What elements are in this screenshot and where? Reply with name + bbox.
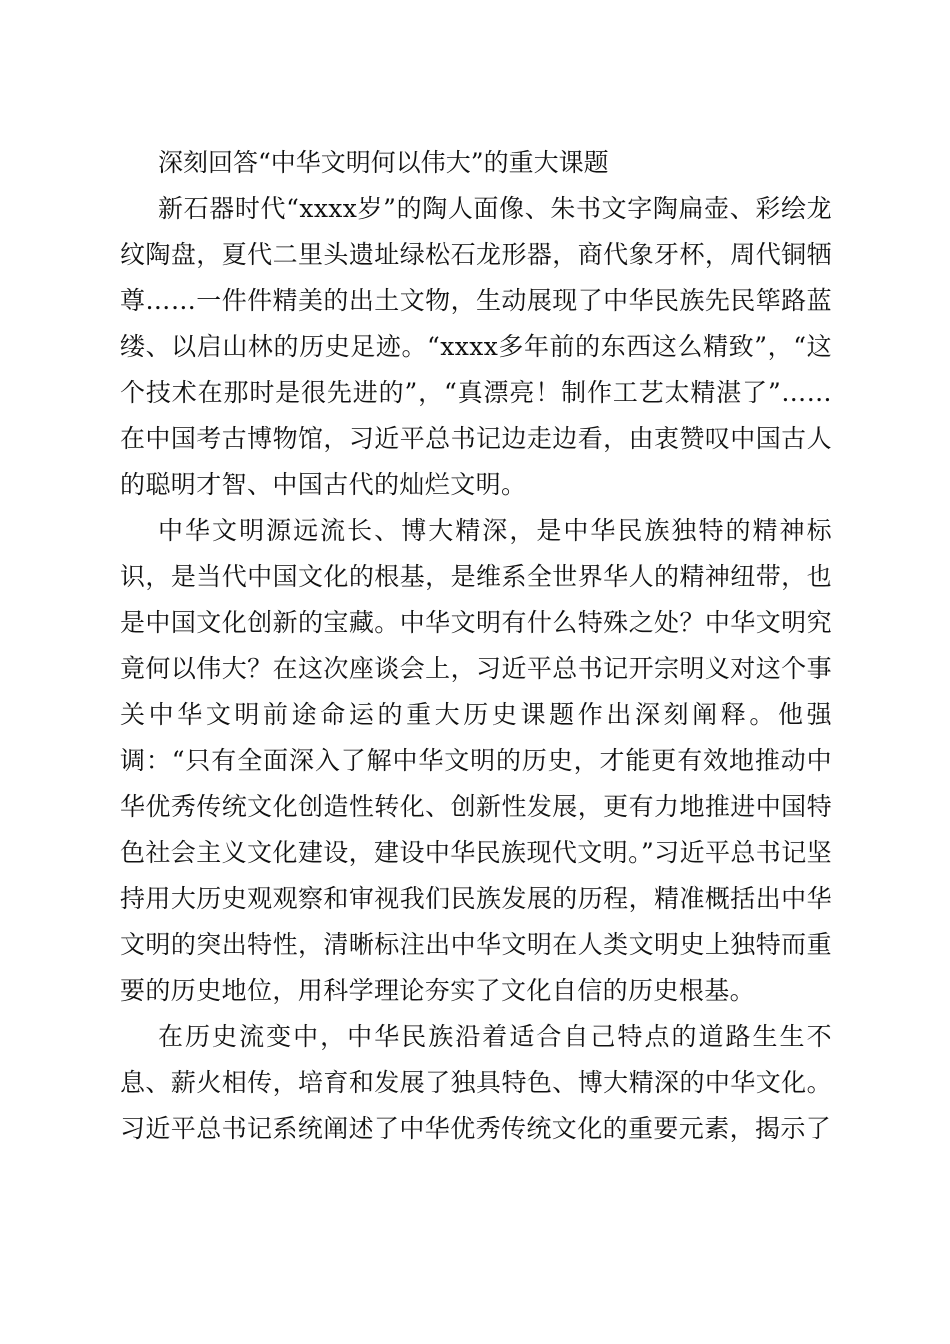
paragraph-civilization: 中华文明源远流长、博大精深，是中华民族独特的精神标识，是当代中国文化的根基，是维系全世界华人的精神纽带，也是中国文化创新的宝藏。中华文明有什么特殊之处？中华文明究竟何以伟大？在这次座谈会上，习近平总书记开宗明义对这个事关中华文明前途命运的重大历史课题作出深刻阐释。他强调：“只有全面深入了解中华文明的历史，才能更有效地推动中华优秀传统文化创造性转化、创新性发展，更有力地推进中国特色社会主义文化建设，建设中华民族现代文明。”习近平总书记坚持用大历史观观察和审视我们民族发展的历程，精准概括出中华文明的突出特性，清晰标注出中华文明在人类文明史上独特而重要的历史地位，用科学理论夯实了文化自信的历史根基。: [120, 516, 832, 1005]
document-title: 深刻回答“中华文明何以伟大”的重大课题: [158, 148, 609, 177]
paragraph-artifacts: 新石器时代“xxxx岁”的陶人面像、朱书文字陶扁壶、彩绘龙纹陶盘，夏代二里头遗址绿松石龙形器，商代象牙杯，周代铜牺尊……一件件精美的出土文物，生动展现了中华民族先民筚路蓝缕、以启山林的历史足迹。“xxxx多年前的东西这么精致”，“这个技术在那时是很先进的”，“真漂亮！制作工艺太精湛了”……在中国考古博物馆，习近平总书记边走边看，由衷赞叹中国古人的聪明才智、中国古代的灿烂文明。: [120, 194, 832, 499]
document-body: [120, 140, 832, 1152]
paragraph-culture: 在历史流变中，中华民族沿着适合自己特点的道路生生不息、薪火相传，培育和发展了独具特色、博大精深的中华文化。习近平总书记系统阐述了中华优秀传统文化的重要元素，揭示了: [120, 1022, 832, 1143]
